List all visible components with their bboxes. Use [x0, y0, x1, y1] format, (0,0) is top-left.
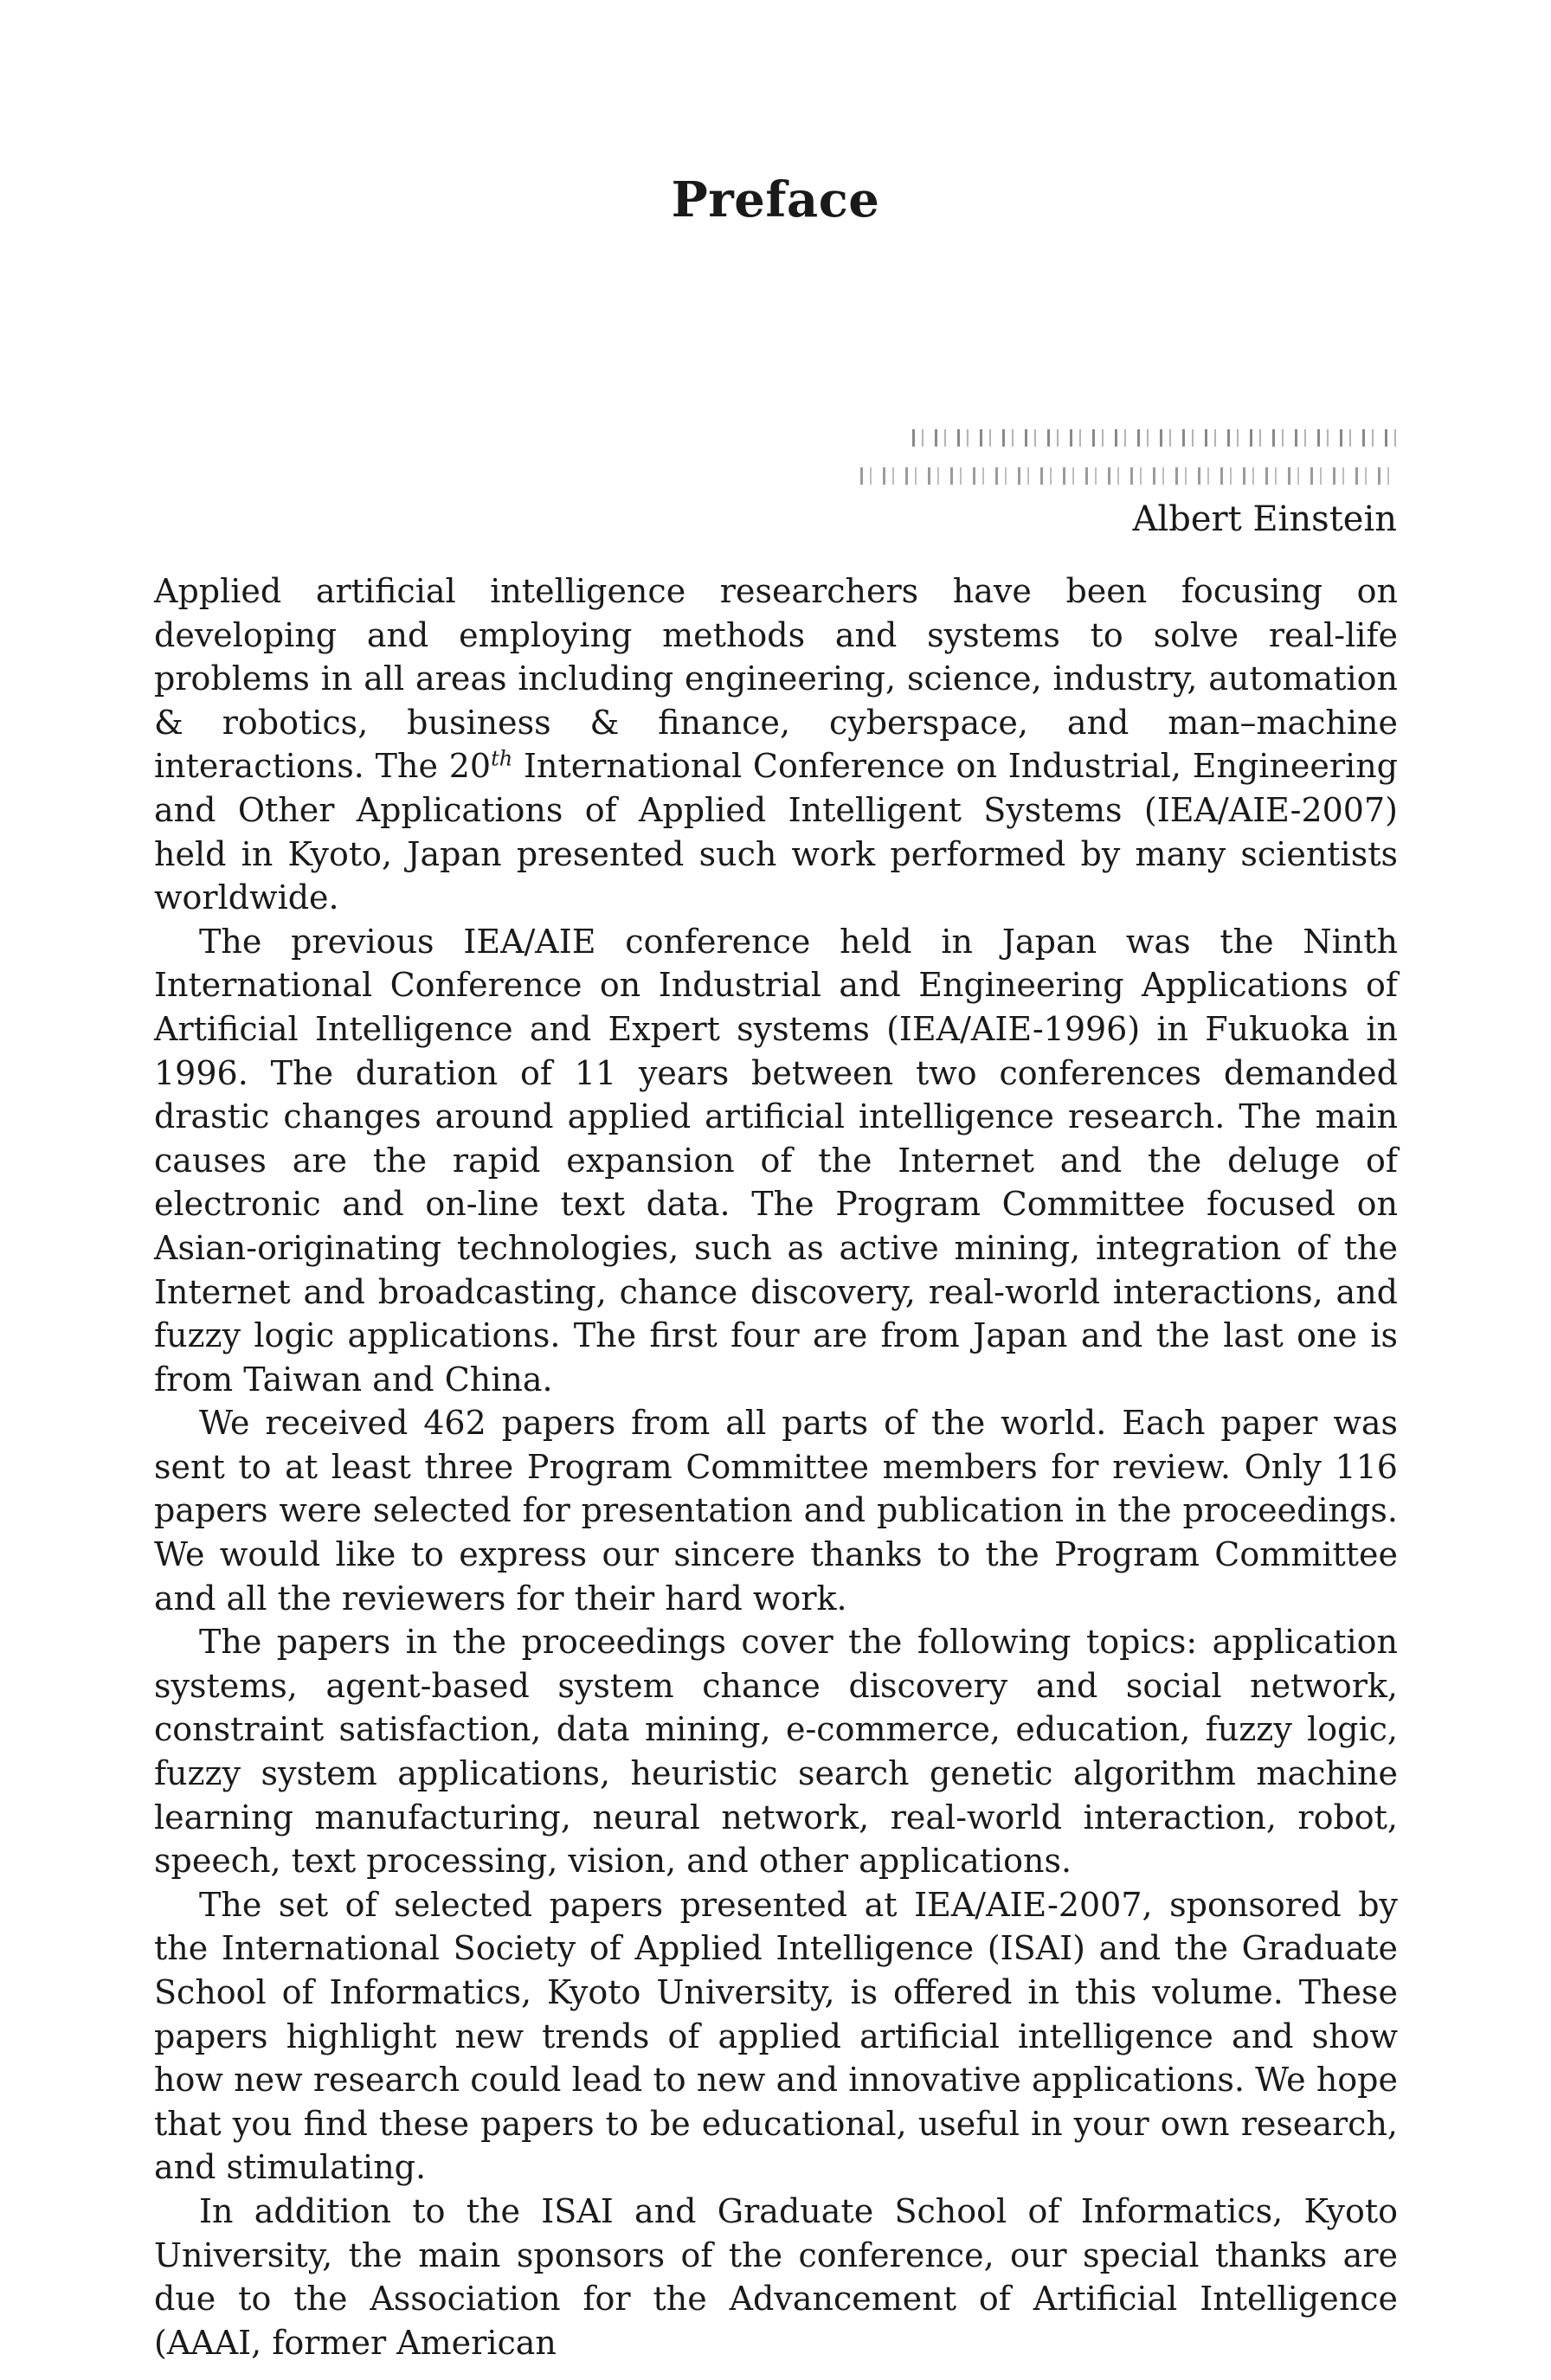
epigraph-author: Albert Einstein	[1132, 499, 1397, 539]
faded-quote-line	[860, 467, 1397, 485]
paragraph: The set of selected papers presented at IEA/AIE-2007, sponsored by the International Society of Applied Intelligence (ISAI) and the Graduate School of Informatics, Kyoto University, is offered in this volume. These papers highlight new trends of applied artificial intelligence and show how new research could lead to new and innovative applications. We hope that you find these papers to be educational, useful in your own research, and stimulating.	[154, 1885, 1398, 2187]
paragraph: The previous IEA/AIE conference held in Japan was the Ninth International Conference on Industrial and Engineering Applications of Artificial Intelligence and Expert systems (IEA/AIE-1996) in Fukuoka in 1996. The duration of 11 years between two conferences demanded drastic changes around applied artificial intelligence research. The main causes are the rapid expansion of the Internet and the deluge of electronic and on-line text data. The Program Committee focused on Asian-originating technologies, such as active mining, integration of the Internet and broadcasting, chance discovery, real-world interactions, and fuzzy logic applications. The first four are from Japan and the last one is from Taiwan and China.	[154, 922, 1398, 1399]
page-title: Preface	[671, 171, 880, 228]
paragraph: In addition to the ISAI and Graduate School of Informatics, Kyoto University, the main sponsors of the conference, our special thanks are due to the Association for the Advancement of Artificial Intelligence (AAAI, former American	[154, 2191, 1398, 2362]
paragraph-text: International Conference on Industrial, Engineering and Other Applications of Applied Intelligent Systems (IEA/AIE-2007) held in Kyoto, Japan presented such work performed by many scientists worldwide.	[154, 747, 1399, 917]
paragraph: We received 462 papers from all parts of the world. Each paper was sent to at least three Program Committee members for review. Only 116 papers were selected for presentation and publication in the proceedings. We would like to express our sincere thanks to the Program Committee and all the reviewers for their hard work.	[154, 1404, 1398, 1618]
ordinal-superscript: th	[491, 746, 513, 771]
paragraph-text: Applied artificial intelligence researchers have been focusing on developing and employing methods and systems to solve real-life problems in all areas including engineering, science, industry, automation & robotics, business & finance, cyberspace, and man–machine interactions. The 20	[154, 572, 1398, 786]
paragraph: The papers in the proceedings cover the following topics: application systems, agent-based system chance discovery and social network, constraint satisfaction, data mining, e-commerce, education, fuzzy logic, fuzzy system applications, heuristic search genetic algorithm machine learning manufacturing, neural network, real-world interaction, robot, speech, text processing, vision, and other applications.	[154, 1623, 1398, 1881]
epigraph	[860, 415, 1397, 544]
faded-quote-line	[912, 429, 1397, 447]
paragraph	[154, 569, 1398, 920]
epigraph-quote-faded	[860, 415, 1397, 495]
preface-body	[154, 569, 1398, 2364]
